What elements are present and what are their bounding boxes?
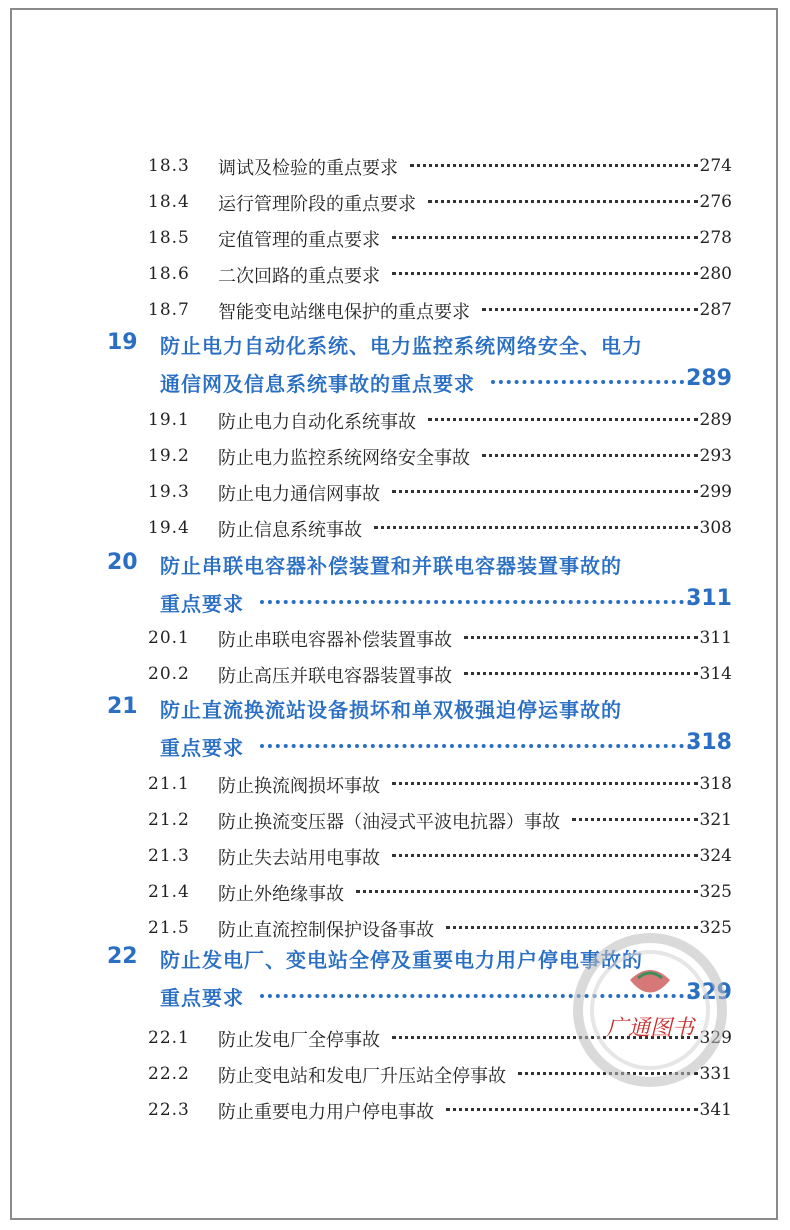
dot-leader — [392, 490, 698, 493]
chapter-entry[interactable] — [0, 330, 790, 402]
section-number: 21.3 — [148, 846, 190, 866]
section-title: 防止高压并联电容器装置事故 — [218, 666, 452, 687]
section-title: 防止失去站用电事故 — [218, 848, 380, 869]
section-number: 22.2 — [148, 1064, 190, 1084]
watermark-stamp — [560, 920, 740, 1100]
page-number: 325 — [699, 918, 732, 938]
toc-entry[interactable] — [0, 438, 790, 474]
page-number: 311 — [699, 628, 732, 648]
dot-leader — [392, 272, 698, 275]
chapter-title-line2: 重点要求 — [160, 986, 244, 1010]
section-number: 20.1 — [148, 628, 190, 648]
dot-leader — [446, 1108, 698, 1111]
chapter-title-line1: 防止串联电容器补偿装置和并联电容器装置事故的 — [160, 554, 622, 578]
page-number: 274 — [699, 156, 732, 176]
section-title: 运行管理阶段的重点要求 — [218, 194, 416, 215]
toc-entry[interactable] — [0, 220, 790, 256]
chapter-dot-leader — [491, 380, 692, 384]
section-number: 22.1 — [148, 1028, 190, 1048]
dot-leader — [392, 854, 698, 857]
section-title: 防止电力监控系统网络安全事故 — [218, 448, 470, 469]
page-number: 329 — [699, 1028, 732, 1048]
section-title: 防止外绝缘事故 — [218, 884, 344, 905]
section-number: 18.4 — [148, 192, 190, 212]
chapter-page-number: 318 — [686, 730, 732, 755]
toc-entry[interactable] — [0, 184, 790, 220]
chapter-page-number: 289 — [686, 366, 732, 391]
chapter-entry[interactable] — [0, 694, 790, 766]
section-number: 18.3 — [148, 156, 190, 176]
section-number: 21.5 — [148, 918, 190, 938]
dot-leader — [428, 418, 698, 421]
section-number: 21.4 — [148, 882, 190, 902]
chapter-dot-leader — [260, 600, 692, 604]
dot-leader — [464, 636, 698, 639]
section-number: 19.2 — [148, 446, 190, 466]
section-title: 防止串联电容器补偿装置事故 — [218, 630, 452, 651]
toc-entry[interactable] — [0, 510, 790, 546]
dot-leader — [392, 782, 698, 785]
section-title: 防止直流控制保护设备事故 — [218, 920, 434, 941]
chapter-number: 20 — [107, 550, 138, 575]
page-number: 278 — [699, 228, 732, 248]
chapter-title-line2: 通信网及信息系统事故的重点要求 — [160, 372, 475, 396]
page-number: 331 — [699, 1064, 732, 1084]
section-title: 防止信息系统事故 — [218, 520, 362, 541]
section-number: 20.2 — [148, 664, 190, 684]
section-title: 调试及检验的重点要求 — [218, 158, 398, 179]
dot-leader — [356, 890, 698, 893]
toc-entry[interactable] — [0, 292, 790, 328]
toc-entry[interactable] — [0, 802, 790, 838]
section-title: 防止电力自动化系统事故 — [218, 412, 416, 433]
toc-entry[interactable] — [0, 148, 790, 184]
page-number: 299 — [699, 482, 732, 502]
section-number: 21.1 — [148, 774, 190, 794]
dot-leader — [572, 818, 698, 821]
section-number: 18.7 — [148, 300, 190, 320]
section-number: 19.1 — [148, 410, 190, 430]
section-title: 防止电力通信网事故 — [218, 484, 380, 505]
dot-leader — [428, 200, 698, 203]
page-number: 325 — [699, 882, 732, 902]
chapter-title-line2: 重点要求 — [160, 736, 244, 760]
dot-leader — [392, 236, 698, 239]
section-number: 18.5 — [148, 228, 190, 248]
chapter-number: 19 — [107, 330, 138, 355]
chapter-number: 21 — [107, 694, 138, 719]
section-title: 智能变电站继电保护的重点要求 — [218, 302, 470, 323]
page-number: 341 — [699, 1100, 732, 1120]
section-title: 定值管理的重点要求 — [218, 230, 380, 251]
watermark-text: 广通图书 — [605, 1016, 695, 1041]
chapter-entry[interactable] — [0, 550, 790, 622]
page-number: 287 — [699, 300, 732, 320]
section-title: 二次回路的重点要求 — [218, 266, 380, 287]
page-number: 318 — [699, 774, 732, 794]
toc-entry[interactable] — [0, 256, 790, 292]
toc-entry[interactable] — [0, 838, 790, 874]
section-number: 19.3 — [148, 482, 190, 502]
chapter-page-number: 311 — [686, 586, 732, 611]
page-number: 321 — [699, 810, 732, 830]
chapter-number: 22 — [107, 944, 138, 969]
toc-entry[interactable] — [0, 766, 790, 802]
page-number: 324 — [699, 846, 732, 866]
section-title: 防止换流阀损坏事故 — [218, 776, 380, 797]
section-title: 防止换流变压器（油浸式平波电抗器）事故 — [218, 812, 560, 833]
chapter-title-line1: 防止直流换流站设备损坏和单双极强迫停运事故的 — [160, 698, 622, 722]
section-title: 防止重要电力用户停电事故 — [218, 1102, 434, 1123]
section-title: 防止变电站和发电厂升压站全停事故 — [218, 1066, 506, 1087]
toc-entry[interactable] — [0, 656, 790, 692]
chapter-page-number: 329 — [686, 980, 732, 1005]
chapter-dot-leader — [260, 744, 692, 748]
toc-entry[interactable] — [0, 402, 790, 438]
chapter-title-line1: 防止发电厂、变电站全停及重要电力用户停电事故的 — [160, 948, 643, 972]
section-number: 19.4 — [148, 518, 190, 538]
toc-entry[interactable] — [0, 620, 790, 656]
toc-entry[interactable] — [0, 474, 790, 510]
dot-leader — [482, 454, 698, 457]
page-number: 308 — [699, 518, 732, 538]
section-number: 21.2 — [148, 810, 190, 830]
dot-leader — [464, 672, 698, 675]
dot-leader — [410, 164, 698, 167]
page-number: 280 — [699, 264, 732, 284]
dot-leader — [482, 308, 698, 311]
page-number: 289 — [699, 410, 732, 430]
section-number: 22.3 — [148, 1100, 190, 1120]
section-title: 防止发电厂全停事故 — [218, 1030, 380, 1051]
page-number: 314 — [699, 664, 732, 684]
chapter-title-line2: 重点要求 — [160, 592, 244, 616]
dot-leader — [374, 526, 698, 529]
chapter-title-line1: 防止电力自动化系统、电力监控系统网络安全、电力 — [160, 334, 643, 358]
page-number: 276 — [699, 192, 732, 212]
toc-entry[interactable] — [0, 874, 790, 910]
page-number: 293 — [699, 446, 732, 466]
section-number: 18.6 — [148, 264, 190, 284]
